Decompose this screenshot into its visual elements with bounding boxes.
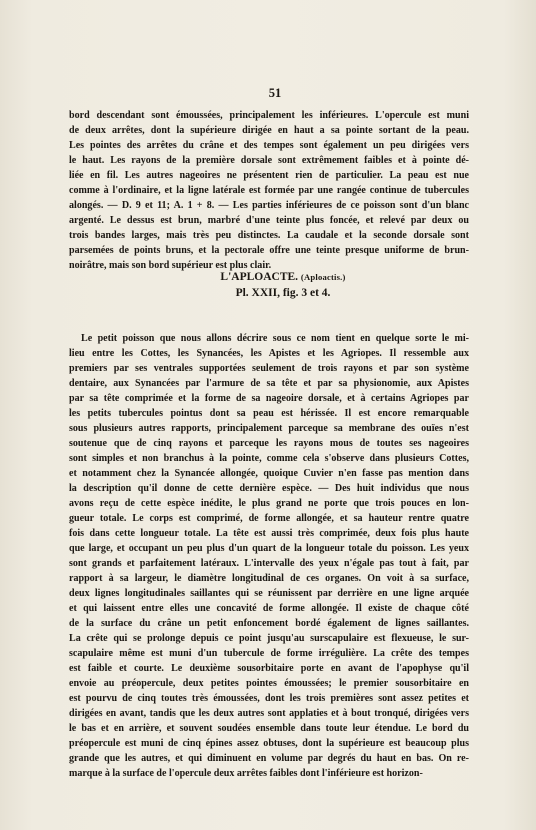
text-line: noirâtre, mais son bord supérieur est plus clair. <box>69 260 272 271</box>
text-line: les petits tubercules pointus dont sa peau est hérissée. Il est encore remarquable <box>69 408 469 419</box>
paragraph-aploacte <box>69 331 469 781</box>
text-line: la description qu'il donne de cette dernière espèce. — Des huit individus que nous <box>69 483 469 494</box>
section-heading <box>0 271 536 283</box>
text-line: avons reçu de cette espèce inédite, le plus grand ne porte que trois pouces en lon- <box>69 498 469 509</box>
text-line: que large, et occupant un peu plus d'un quart de la longueur totale du poisson. Les yeux <box>69 543 469 554</box>
text-line: et notamment chez la Synancée allongée, quoique Cuvier n'en fasse pas mention dans <box>69 468 469 479</box>
text-line: alongés. — D. 9 et 11; A. 1 + 8. — Les parties inférieures de ce poisson sont d'un blanc <box>69 200 469 211</box>
text-line: Le petit poisson que nous allons décrire sous ce nom tient en quelque sorte le mi- <box>81 333 469 344</box>
text-line: bord descendant sont émoussées, principalement les inférieures. L'opercule est muni <box>69 110 469 121</box>
text-line: La crête qui se prolonge depuis ce point jusqu'au surscapulaire est flexueuse, le sur- <box>69 633 469 644</box>
text-line: parsemées de points bruns, et la pectorale offre une teinte presque uniforme de brun- <box>69 245 469 256</box>
text-line: fois dans cette longueur totale. La tête est aussi très comprimée, deux fois plus haute <box>69 528 469 539</box>
text-line: sont grands et parfaitement latéraux. L'intervalle des yeux n'égale pas tout à fait, par <box>69 558 469 569</box>
text-line: de deux arrêtes, dont la supérieure dirigée en haut a sa pointe sortant de la peau. <box>69 125 469 136</box>
text-line: sont simples et non branchus à la pointe, comme cela s'observe dans plusieurs Cottes, <box>69 453 469 464</box>
page-number: 51 <box>268 86 282 100</box>
section-latin-name: (Aploactis.) <box>300 272 346 282</box>
text-line: trois bandes larges, mais très peu distinctes. La caudale et la seconde dorsale sont <box>69 230 469 241</box>
text-line: dirigées en avant, tandis que les deux autres sont applaties et à bout tronqué, dirigées vers <box>69 708 469 719</box>
paragraph-continued <box>69 108 469 273</box>
text-line: le haut. Les rayons de la première dorsale sont extrêmement faibles et à pointe dé- <box>69 155 469 166</box>
text-line: scapulaire même est muni d'un tubercule de forme irrégulière. La crête des tempes <box>69 648 469 659</box>
text-line: liée en fil. Les autres nageoires ne présentent rien de particulier. La peau est nue <box>69 170 469 181</box>
text-line: le bas et en arrière, et souvent soudées ensemble dans toute leur étendue. Le bord du <box>69 723 469 734</box>
text-line: envoie au préopercule, deux petites pointes émoussées; le premier sousorbitaire en <box>69 678 469 689</box>
text-line: gueur totale. Le corps est comprimé, de forme allongée, et sa hauteur rentre quatre <box>69 513 469 524</box>
text-line: par sa tête comprimée et la forme de sa nageoire dorsale, et à certains Agriopes par <box>69 393 469 404</box>
text-line: est faible et courte. Le deuxième sousorbitaire porte en avant de l'apophyse qu'il <box>69 663 469 674</box>
text-line: deux lignes longitudinales saillantes qui se réunissent par derrière en une ligne arquée <box>69 588 469 599</box>
text-line: préopercule est muni de cinq épines assez obtuses, dont la supérieure est beaucoup plus <box>69 738 469 749</box>
text-line: grande que les autres, et qui diminuent en volume par degrés du haut en bas. On re- <box>69 753 469 764</box>
text-line: premiers par ses ventrales supportées seulement de trois rayons et par son système <box>69 363 469 374</box>
text-line: de la surface du crâne un petit enfoncement bordé également de lignes saillantes. <box>69 618 469 629</box>
plate-reference: Pl. XXII, fig. 3 et 4. <box>235 287 331 299</box>
text-line: sous plusieurs autres rapports, principalement parceque sa membrane des ouïes n'est <box>69 423 469 434</box>
text-line: lieu entre les Cottes, les Synancées, les Apistes et les Agriopes. Il ressemble aux <box>69 348 469 359</box>
text-line: et qui laissent entre elles une concavité de forme allongée. Il existe de chaque côté <box>69 603 469 614</box>
text-line: soutenue que de cinq rayons et parceque les rayons mous de toutes ses nageoires <box>69 438 469 449</box>
text-line: rapport à sa largeur, le diamètre longitudinal de ces organes. On voit à sa surface, <box>69 573 469 584</box>
text-line: Les pointes des arrêtes du crâne et des tempes sont également un peu dirigées vers <box>69 140 469 151</box>
section-title: L'APLOACTE. <box>220 271 299 283</box>
text-line: marque à la surface de l'opercule deux arrêtes faibles dont l'inférieure est horizon- <box>69 768 423 779</box>
text-line: argenté. Le dessus est brun, marbré d'une teinte plus foncée, et relevé par deux ou <box>69 215 469 226</box>
text-line: dentaire, aux Synancées par l'armure de sa tête et par sa physionomie, aux Apistes <box>69 378 469 389</box>
text-line: est pourvu de cinq toutes très émoussées, dont les trois premières sont assez petites et <box>69 693 469 704</box>
text-line: comme à l'ordinaire, et la ligne latérale est formée par une rangée continue de tubercules <box>69 185 469 196</box>
